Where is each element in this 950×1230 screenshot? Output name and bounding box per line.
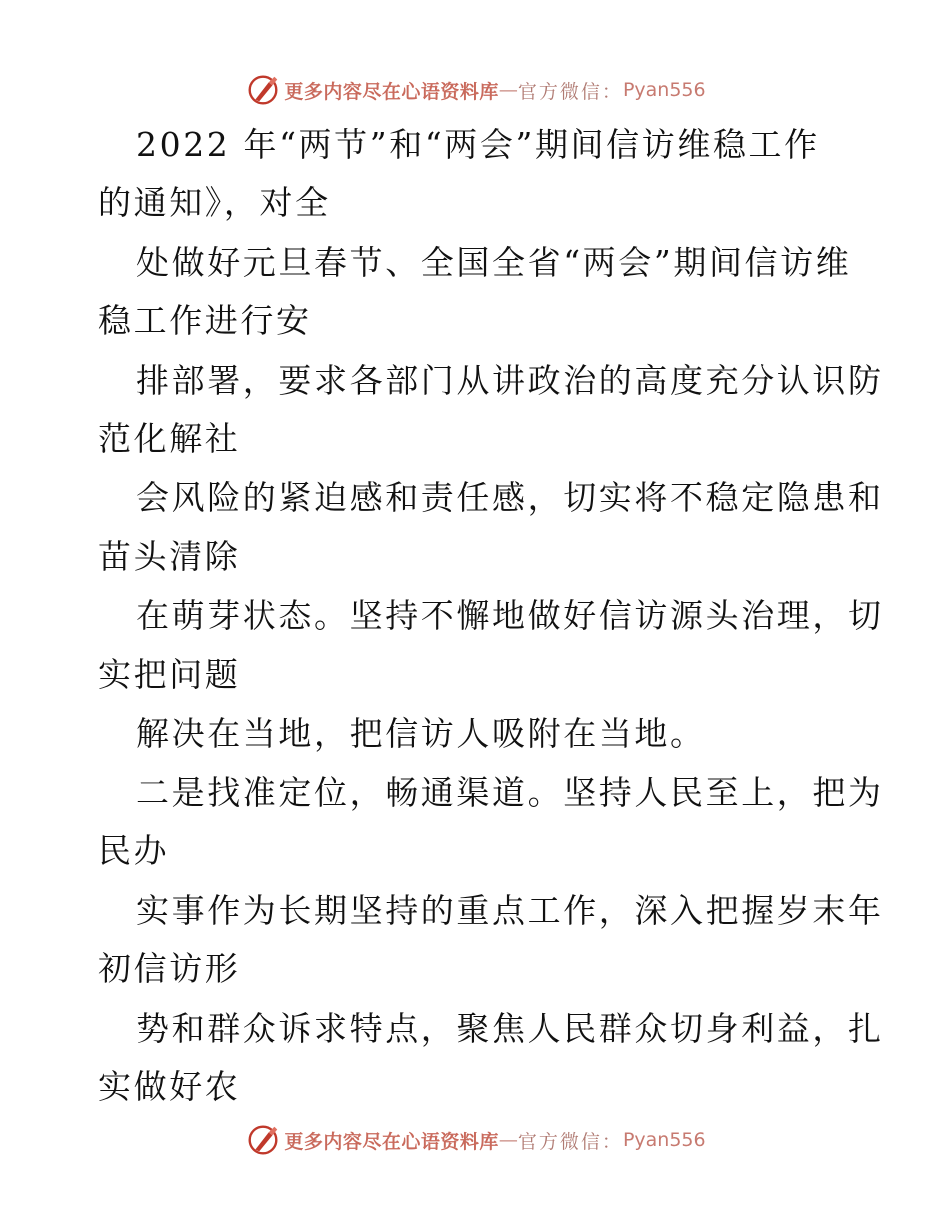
text-line: 初信访形	[98, 949, 241, 988]
text-line: 的通知》，对全	[98, 183, 331, 222]
banner-separator: —	[498, 1129, 518, 1151]
text-line: 二是找准定位，畅通渠道。坚持人民至上，把为	[136, 773, 884, 812]
banner-wechat-id: Pyan556	[622, 1129, 706, 1151]
text-line: 稳工作进行安	[98, 301, 312, 340]
banner-wechat-label: 官方微信：	[517, 80, 623, 103]
pen-logo-icon	[244, 71, 282, 109]
banner-wechat-label: 官方微信：	[517, 1130, 623, 1153]
text-line: 范化解社	[98, 419, 241, 458]
pen-logo-icon	[244, 1121, 282, 1159]
text-line: 在萌芽状态。坚持不懈地做好信访源头治理，切	[136, 596, 884, 635]
text-line: 苗头清除	[98, 537, 241, 576]
text-line: 处做好元旦春节、全国全省“两会”期间信访维	[136, 243, 852, 282]
banner-separator: —	[498, 79, 518, 101]
banner-wechat-id: Pyan556	[622, 79, 706, 101]
header-banner	[0, 68, 950, 112]
footer-banner	[0, 1118, 950, 1162]
text-line: 会风险的紧迫感和责任感，切实将不稳定隐患和	[136, 478, 884, 517]
text-line: 实事作为长期坚持的重点工作，深入把握岁末年	[136, 891, 884, 930]
banner-main-text: 更多内容尽在心语资料库	[284, 1130, 499, 1153]
text-line: 势和群众诉求特点，聚焦人民群众切身利益，扎	[136, 1009, 884, 1048]
text-line: 实把问题	[98, 655, 241, 694]
text-line: 2022 年“两节”和“两会”期间信访维稳工作	[136, 125, 820, 164]
text-line: 实做好农	[98, 1067, 241, 1106]
text-line: 民办	[98, 831, 170, 870]
text-line: 解决在当地，把信访人吸附在当地。	[136, 714, 706, 753]
text-line: 排部署，要求各部门从讲政治的高度充分认识防	[136, 361, 884, 400]
banner-main-text: 更多内容尽在心语资料库	[284, 80, 499, 103]
